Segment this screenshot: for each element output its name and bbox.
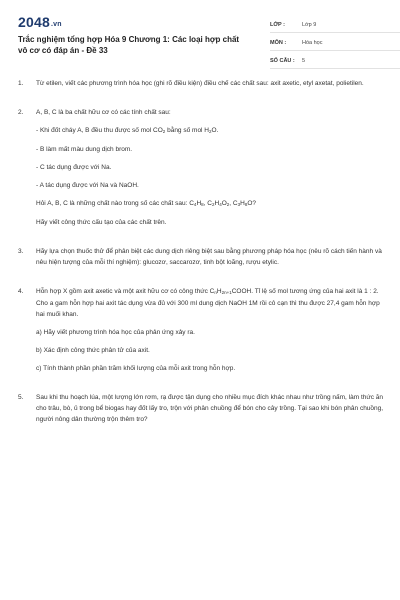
logo-sub: .vn	[50, 21, 62, 28]
question-5	[18, 392, 390, 425]
question-list	[18, 78, 390, 425]
question-item: - B làm mất màu dung dịch brom.	[36, 146, 133, 153]
question-1	[18, 78, 390, 89]
question-intro: A, B, C là ba chất hữu cơ có các tính chất sau:	[36, 109, 171, 116]
question-text: Từ etilen, viết các phương trình hóa học (ghi rõ điều kiện) điều chế các chất sau: axit axetic, etyl axetat, polietilen.	[36, 80, 364, 87]
meta-label-class: LỚP :	[270, 22, 285, 28]
document-header	[18, 14, 388, 66]
question-number: 3.	[18, 248, 24, 255]
question-3	[18, 246, 390, 268]
question-item: - A tác dụng được với Na và NaOH.	[36, 182, 139, 189]
question-number: 5.	[18, 394, 24, 401]
question-item: - Khi đốt cháy A, B đều thu được số mol CO2 bằng số mol H2O.	[36, 127, 219, 134]
logo-main: 2048	[18, 14, 50, 30]
question-text: Sau khi thu hoạch lúa, một lượng lớn rơm, rạ được tận dụng cho nhiều mục đích khác nhau như trồng nấm, làm thức ăn cho trâu, bò, ủ trong bể biogas hay đốt lấy tro, trộn với phân chuồng để bón cho cây trồng. Tại sao khi bón phân chuồng, người nông dân thường trộn thêm tro?	[36, 394, 384, 423]
meta-info	[270, 18, 400, 72]
question-item: Hãy viết công thức cấu tạo của các chất trên.	[36, 219, 167, 226]
meta-label-count: SỐ CÂU :	[270, 58, 295, 64]
document-title: Trắc nghiệm tổng hợp Hóa 9 Chương 1: Các loại hợp chất vô cơ có đáp án - Đề 33	[18, 35, 240, 55]
meta-value-subject: Hóa học	[302, 40, 323, 46]
meta-row-count	[270, 54, 400, 69]
question-number: 2.	[18, 109, 24, 116]
question-item: - C tác dụng được với Na.	[36, 164, 112, 171]
question-part-a: a) Hãy viết phương trình hóa học của phản ứng xảy ra.	[36, 329, 195, 336]
question-item: Hỏi A, B, C là những chất nào trong số các chất sau: C4H8, C2H4O2, C3H8O?	[36, 200, 256, 207]
question-part-c: c) Tính thành phần phần trăm khối lượng của mỗi axit trong hỗn hợp.	[36, 365, 236, 372]
meta-value-count: 5	[302, 58, 306, 64]
site-logo[interactable]	[18, 14, 62, 30]
question-4	[18, 286, 390, 374]
question-number: 1.	[18, 80, 24, 87]
question-2	[18, 107, 390, 228]
meta-row-subject	[270, 36, 400, 51]
question-number: 4.	[18, 288, 24, 295]
question-text: Hỗn hợp X gồm axit axetic và một axit hữu cơ có công thức CnH2n+1COOH. Tỉ lệ số mol tương ứng của hai axit là 1 : 2. Cho a gam hỗn hợp hai axit tác dụng vừa đủ với 300 ml dung dịch NaOH 1M rồi cô cạn thì thu được 27,4 gam hỗn hợp hai muối khan.	[36, 288, 380, 318]
question-text: Hãy lựa chọn thuốc thử để phân biệt các dung dịch riêng biệt sau bằng phương pháp hóa học (nêu rõ cách tiến hành và nêu hiện tượng của mỗi thí nghiệm): glucozơ, saccarozơ, tinh bột loãng, rượu etylic.	[36, 248, 382, 266]
meta-value-class: Lớp 9	[302, 22, 317, 28]
meta-label-subject: MÔN :	[270, 40, 287, 46]
meta-row-class	[270, 18, 400, 33]
question-part-b: b) Xác định công thức phân tử của axit.	[36, 347, 150, 354]
